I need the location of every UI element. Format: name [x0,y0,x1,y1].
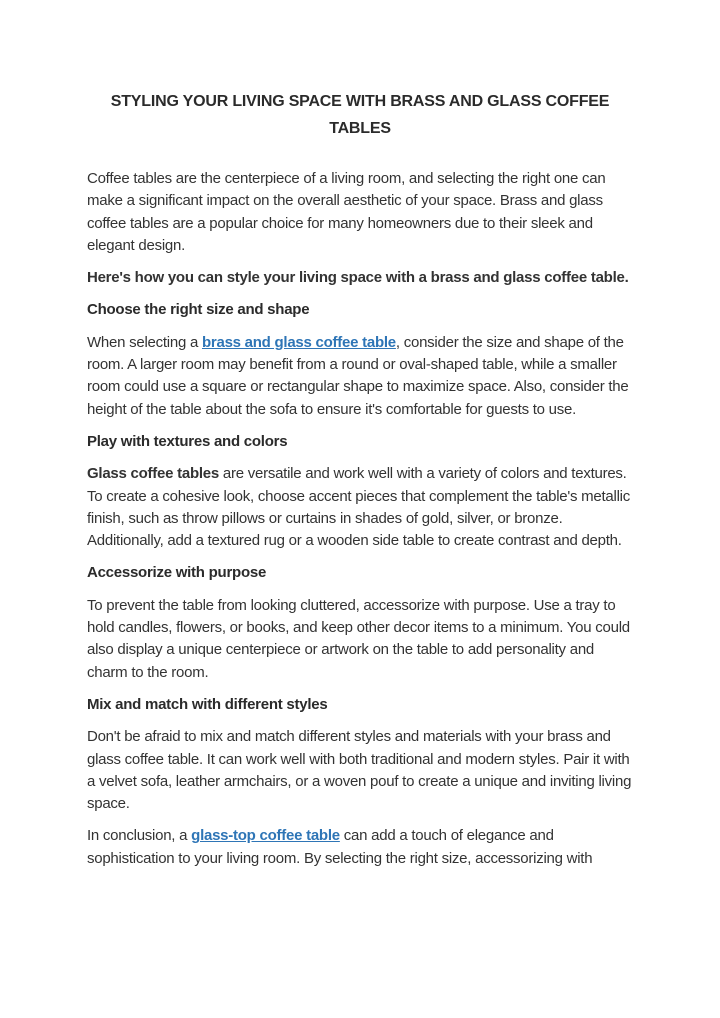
paragraph-intro: Coffee tables are the centerpiece of a living room, and selecting the right one can make a significant impact on the overall aesthetic of your space. Brass and glass coffee tables are a popular choice for many homeowners due to their sleek and elegant design. [87,170,606,254]
link-brass-and-glass-coffee-table[interactable]: brass and glass coffee table [201,333,396,351]
paragraph-accessorize: To prevent the table from looking cluttered, accessorize with purpose. Use a tray to hold candles, flowers, or books, and keep other decor items to a minimum. You could also display a unique centerpiece or artwork on the table to add personality and charm to the room. [87,596,630,681]
paragraph-size-shape [87,332,633,421]
paragraph-lead: Here's how you can style your living space with a brass and glass coffee table. [87,269,629,287]
heading-choose-size-shape: Choose the right size and shape [87,301,310,319]
heading-mix-match: Mix and match with different styles [87,695,328,713]
paragraph-mix-match: Don't be afraid to mix and match different styles and materials with your brass and glass coffee table. It can work well with both traditional and modern styles. Pair it with a velvet sofa, leather armchairs, or a woven pouf to create a unique and inviting living space. [87,728,632,813]
text-run: are versatile and work well with a variety of colors and textures. To create a cohesive look, choose accent pieces that complement the table's metallic finish, such as throw pillows or curtains in shades of gold, silver, or bronze. Additionally, add a textured rug or a wooden side table to create contrast and depth. [87,465,631,550]
text-run: , consider the size and shape of the room. A larger room may benefit from a round or oval-shaped table, while a smaller room could use a square or rectangular shape to maximize space. Also, consider the height of the table about the sofa to ensure it's comfortable for guests to use. [87,333,629,418]
text-run: can add a touch of elegance and sophistication to your living room. By selecting the right size, accessorizing with [87,827,593,867]
paragraph-textures-colors [87,463,633,552]
text-run: When selecting a [87,333,202,351]
document-title: STYLING YOUR LIVING SPACE WITH BRASS AND GLASS COFFEE TABLES [110,93,610,137]
link-glass-top-coffee-table[interactable]: glass-top coffee table [191,827,340,845]
heading-accessorize: Accessorize with purpose [87,564,267,582]
document-page [87,88,633,880]
paragraph-conclusion [87,825,633,870]
bold-text-run: Glass coffee tables [87,465,219,483]
heading-textures-colors: Play with textures and colors [87,432,288,450]
text-run: In conclusion, a [87,827,192,845]
